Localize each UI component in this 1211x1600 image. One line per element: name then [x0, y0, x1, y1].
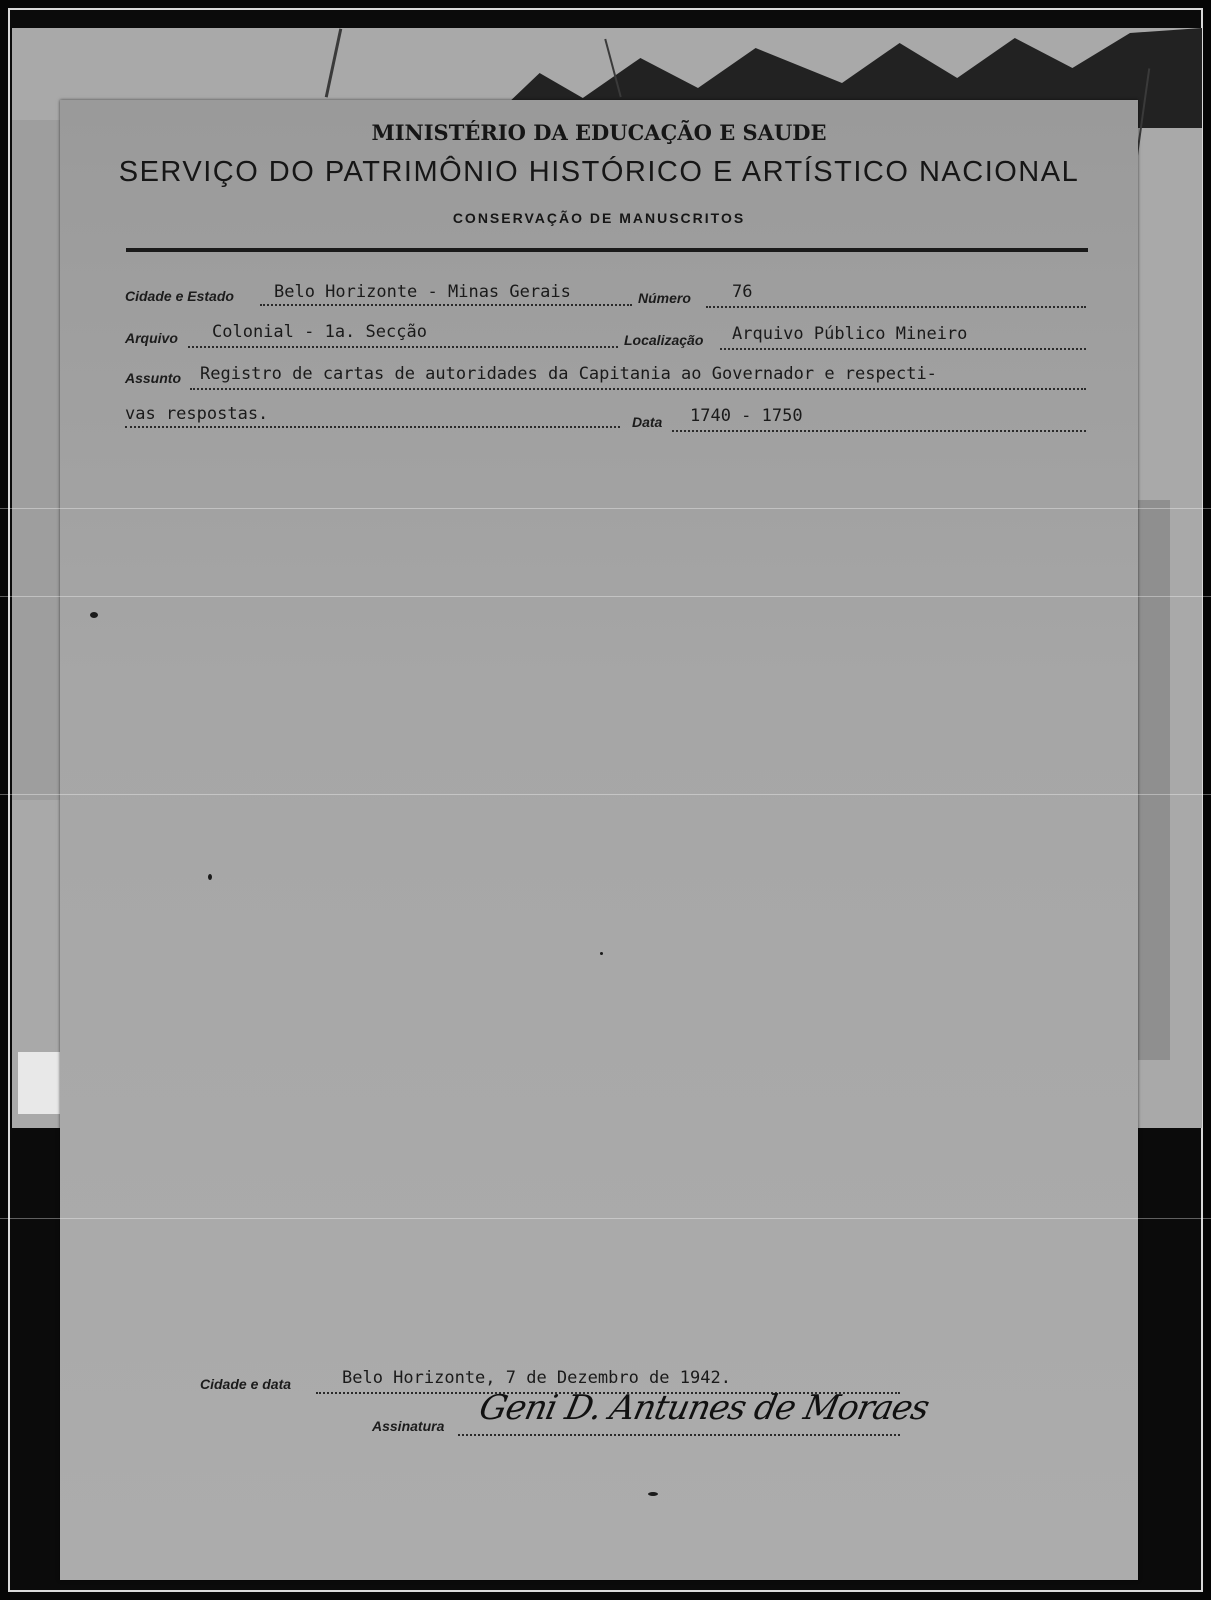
scan-line [0, 794, 1211, 795]
form-sheet [60, 100, 1138, 1580]
scan-line [0, 596, 1211, 597]
cidade-estado-value: Belo Horizonte - Minas Gerais [274, 282, 571, 302]
cidade-data-label: Cidade e data [200, 1376, 292, 1392]
scan-line [0, 508, 1211, 509]
field-line [672, 430, 1086, 432]
data-value: 1740 - 1750 [690, 406, 803, 426]
field-line [458, 1434, 900, 1436]
paper-tab [18, 1052, 60, 1114]
field-line [720, 348, 1086, 350]
cidade-data-value: Belo Horizonte, 7 de Dezembro de 1942. [342, 1368, 731, 1388]
field-line [125, 426, 620, 428]
service-title: SERVIÇO DO PATRIMÔNIO HISTÓRICO E ARTÍSTICO NACIONAL [118, 156, 1080, 188]
crack [325, 28, 342, 97]
arquivo-value: Colonial - 1a. Secção [212, 322, 427, 342]
assunto-line-1: Registro de cartas de autoridades da Capitania ao Governador e respecti- [200, 364, 937, 384]
section-title: CONSERVAÇÃO DE MANUSCRITOS [452, 210, 746, 226]
data-label: Data [632, 414, 663, 430]
assunto-line-2: vas respostas. [125, 404, 269, 424]
paper-speck [208, 874, 212, 880]
signature: Geni D. Antunes de Moraes [475, 1388, 933, 1428]
header-rule [126, 248, 1088, 252]
assunto-label: Assunto [125, 370, 181, 386]
field-line [260, 304, 632, 306]
field-line [190, 388, 1086, 390]
localizacao-label: Localização [624, 332, 704, 348]
paper-speck [90, 612, 98, 618]
ministry-title: MINISTÉRIO DA EDUCAÇÃO E SAUDE [371, 120, 827, 145]
cidade-estado-label: Cidade e Estado [125, 288, 234, 304]
field-line [706, 306, 1086, 308]
numero-label: Número [638, 290, 691, 306]
localizacao-value: Arquivo Público Mineiro [732, 324, 968, 344]
paper-speck [600, 952, 603, 955]
assinatura-label: Assinatura [372, 1418, 445, 1434]
field-line [188, 346, 618, 348]
numero-value: 76 [732, 282, 753, 302]
scan-line [0, 1218, 1211, 1219]
arquivo-label: Arquivo [125, 330, 178, 346]
paper-speck [648, 1492, 658, 1496]
